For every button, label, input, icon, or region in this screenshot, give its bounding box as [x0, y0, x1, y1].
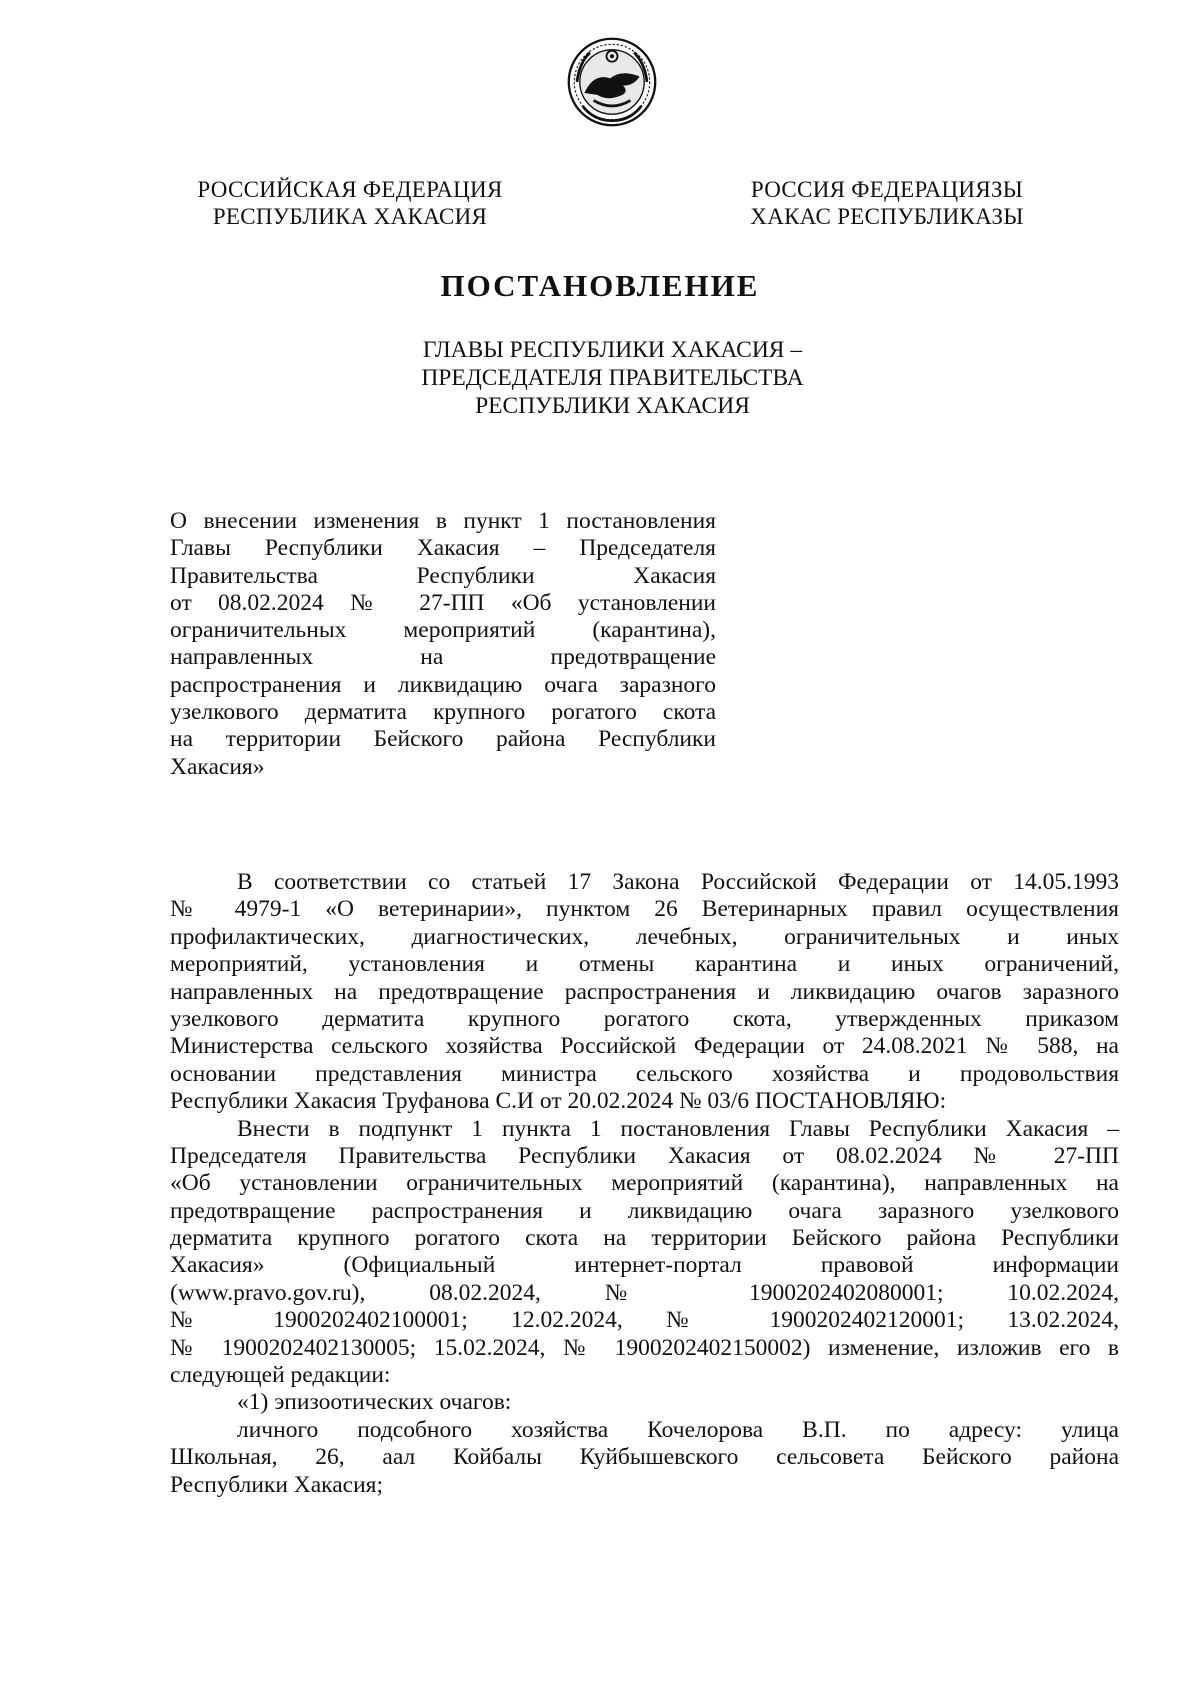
subject-line: Главы Республики Хакасия – Председателя: [170, 535, 716, 562]
body-line: основании представления министра сельского хозяйства и продовольствия: [170, 1060, 1119, 1087]
body-line: мероприятий, установления и отмены карантина и иных ограничений,: [170, 951, 1119, 978]
body-line: «Об установлении ограничительных мероприятий (карантина), направленных на: [170, 1170, 1119, 1197]
subject-line: ограничительных мероприятий (карантина),: [170, 617, 716, 644]
body-line: (www.pravo.gov.ru), 08.02.2024, № 1900202402080001; 10.02.2024,: [170, 1279, 1119, 1306]
header-left-line: РОССИЙСКАЯ ФЕДЕРАЦИЯ: [197, 177, 503, 202]
body-line: Школьная, 26, аал Койбалы Куйбышевского сельсовета Бейского района: [170, 1444, 1119, 1471]
subject-line: от 08.02.2024 № 27-ПП «Об установлении: [170, 589, 716, 616]
document-type: ПОСТАНОВЛЕНИЕ: [440, 268, 760, 303]
authority-line: ГЛАВЫ РЕСПУБЛИКИ ХАКАСИЯ –: [422, 337, 803, 363]
document-subject: [170, 508, 716, 781]
body-line: «1) эпизоотических очагов:: [237, 1389, 512, 1416]
body-line: профилактических, диагностических, лечебных, ограничительных и иных: [170, 923, 1119, 950]
subject-line: направленных на предотвращение: [170, 644, 716, 671]
body-line: № 4979-1 «О ветеринарии», пунктом 26 Ветеринарных правил осуществления: [170, 896, 1119, 923]
body-line: дерматита крупного рогатого скота на территории Бейского района Республики: [170, 1225, 1119, 1252]
subject-line: на территории Бейского района Республики: [170, 726, 716, 753]
body-line: направленных на предотвращение распространения и ликвидацию очагов заразного: [170, 978, 1119, 1005]
body-line: № 1900202402130005; 15.02.2024, № 1900202402150002) изменение, изложив его в: [170, 1334, 1119, 1361]
subject-line: Правительства Республики Хакасия: [170, 562, 716, 589]
body-line: Республики Хакасия;: [170, 1471, 384, 1498]
subject-line: О внесении изменения в пункт 1 постановления: [170, 508, 716, 534]
body-line: В соответствии со статьей 17 Закона Российской Федерации от 14.05.1993: [237, 869, 1119, 895]
body-line: Председателя Правительства Республики Хакасия от 08.02.2024 № 27-ПП: [170, 1142, 1119, 1169]
body-line: узелкового дерматита крупного рогатого скота, утвержденных приказом: [170, 1005, 1119, 1032]
body-line: Хакасия» (Официальный интернет-портал правовой информации: [170, 1252, 1119, 1279]
body-line: Внести в подпункт 1 пункта 1 постановления Главы Республики Хакасия –: [237, 1115, 1119, 1142]
header-right-line: РОССИЯ ФЕДЕРАЦИЯЗЫ: [750, 177, 1024, 202]
body-line: следующей редакции:: [170, 1362, 391, 1389]
body-line: Министерства сельского хозяйства Российской Федерации от 24.08.2021 № 588, на: [170, 1033, 1119, 1060]
issuing-authority: [0, 336, 1200, 420]
body-line: предотвращение распространения и ликвидацию очага заразного узелкового: [170, 1197, 1119, 1224]
body-line: № 1900202402100001; 12.02.2024, № 1900202402120001; 13.02.2024,: [170, 1307, 1119, 1334]
header-right-line: ХАКАС РЕСПУБЛИКАЗЫ: [750, 204, 1024, 229]
subject-line: узелкового дерматита крупного рогатого скота: [170, 699, 716, 726]
authority-line: РЕСПУБЛИКИ ХАКАСИЯ: [475, 393, 750, 419]
subject-line: Хакасия»: [170, 753, 265, 780]
header-left: [170, 176, 530, 230]
subject-line: распространения и ликвидацию очага заразного: [170, 671, 716, 698]
header-left-line: РЕСПУБЛИКА ХАКАСИЯ: [212, 204, 488, 229]
body-line: Республики Хакасия Труфанова С.И от 20.02.2024 № 03/6 ПОСТАНОВЛЯЮ:: [170, 1088, 947, 1115]
document-body: [170, 869, 1119, 1499]
coat-of-arms-icon: [566, 36, 658, 128]
body-line: личного подсобного хозяйства Кочелорова В.П. по адресу: улица: [237, 1416, 1119, 1443]
authority-line: ПРЕДСЕДАТЕЛЯ ПРАВИТЕЛЬСТВА: [421, 365, 804, 391]
header-right: [722, 176, 1052, 230]
